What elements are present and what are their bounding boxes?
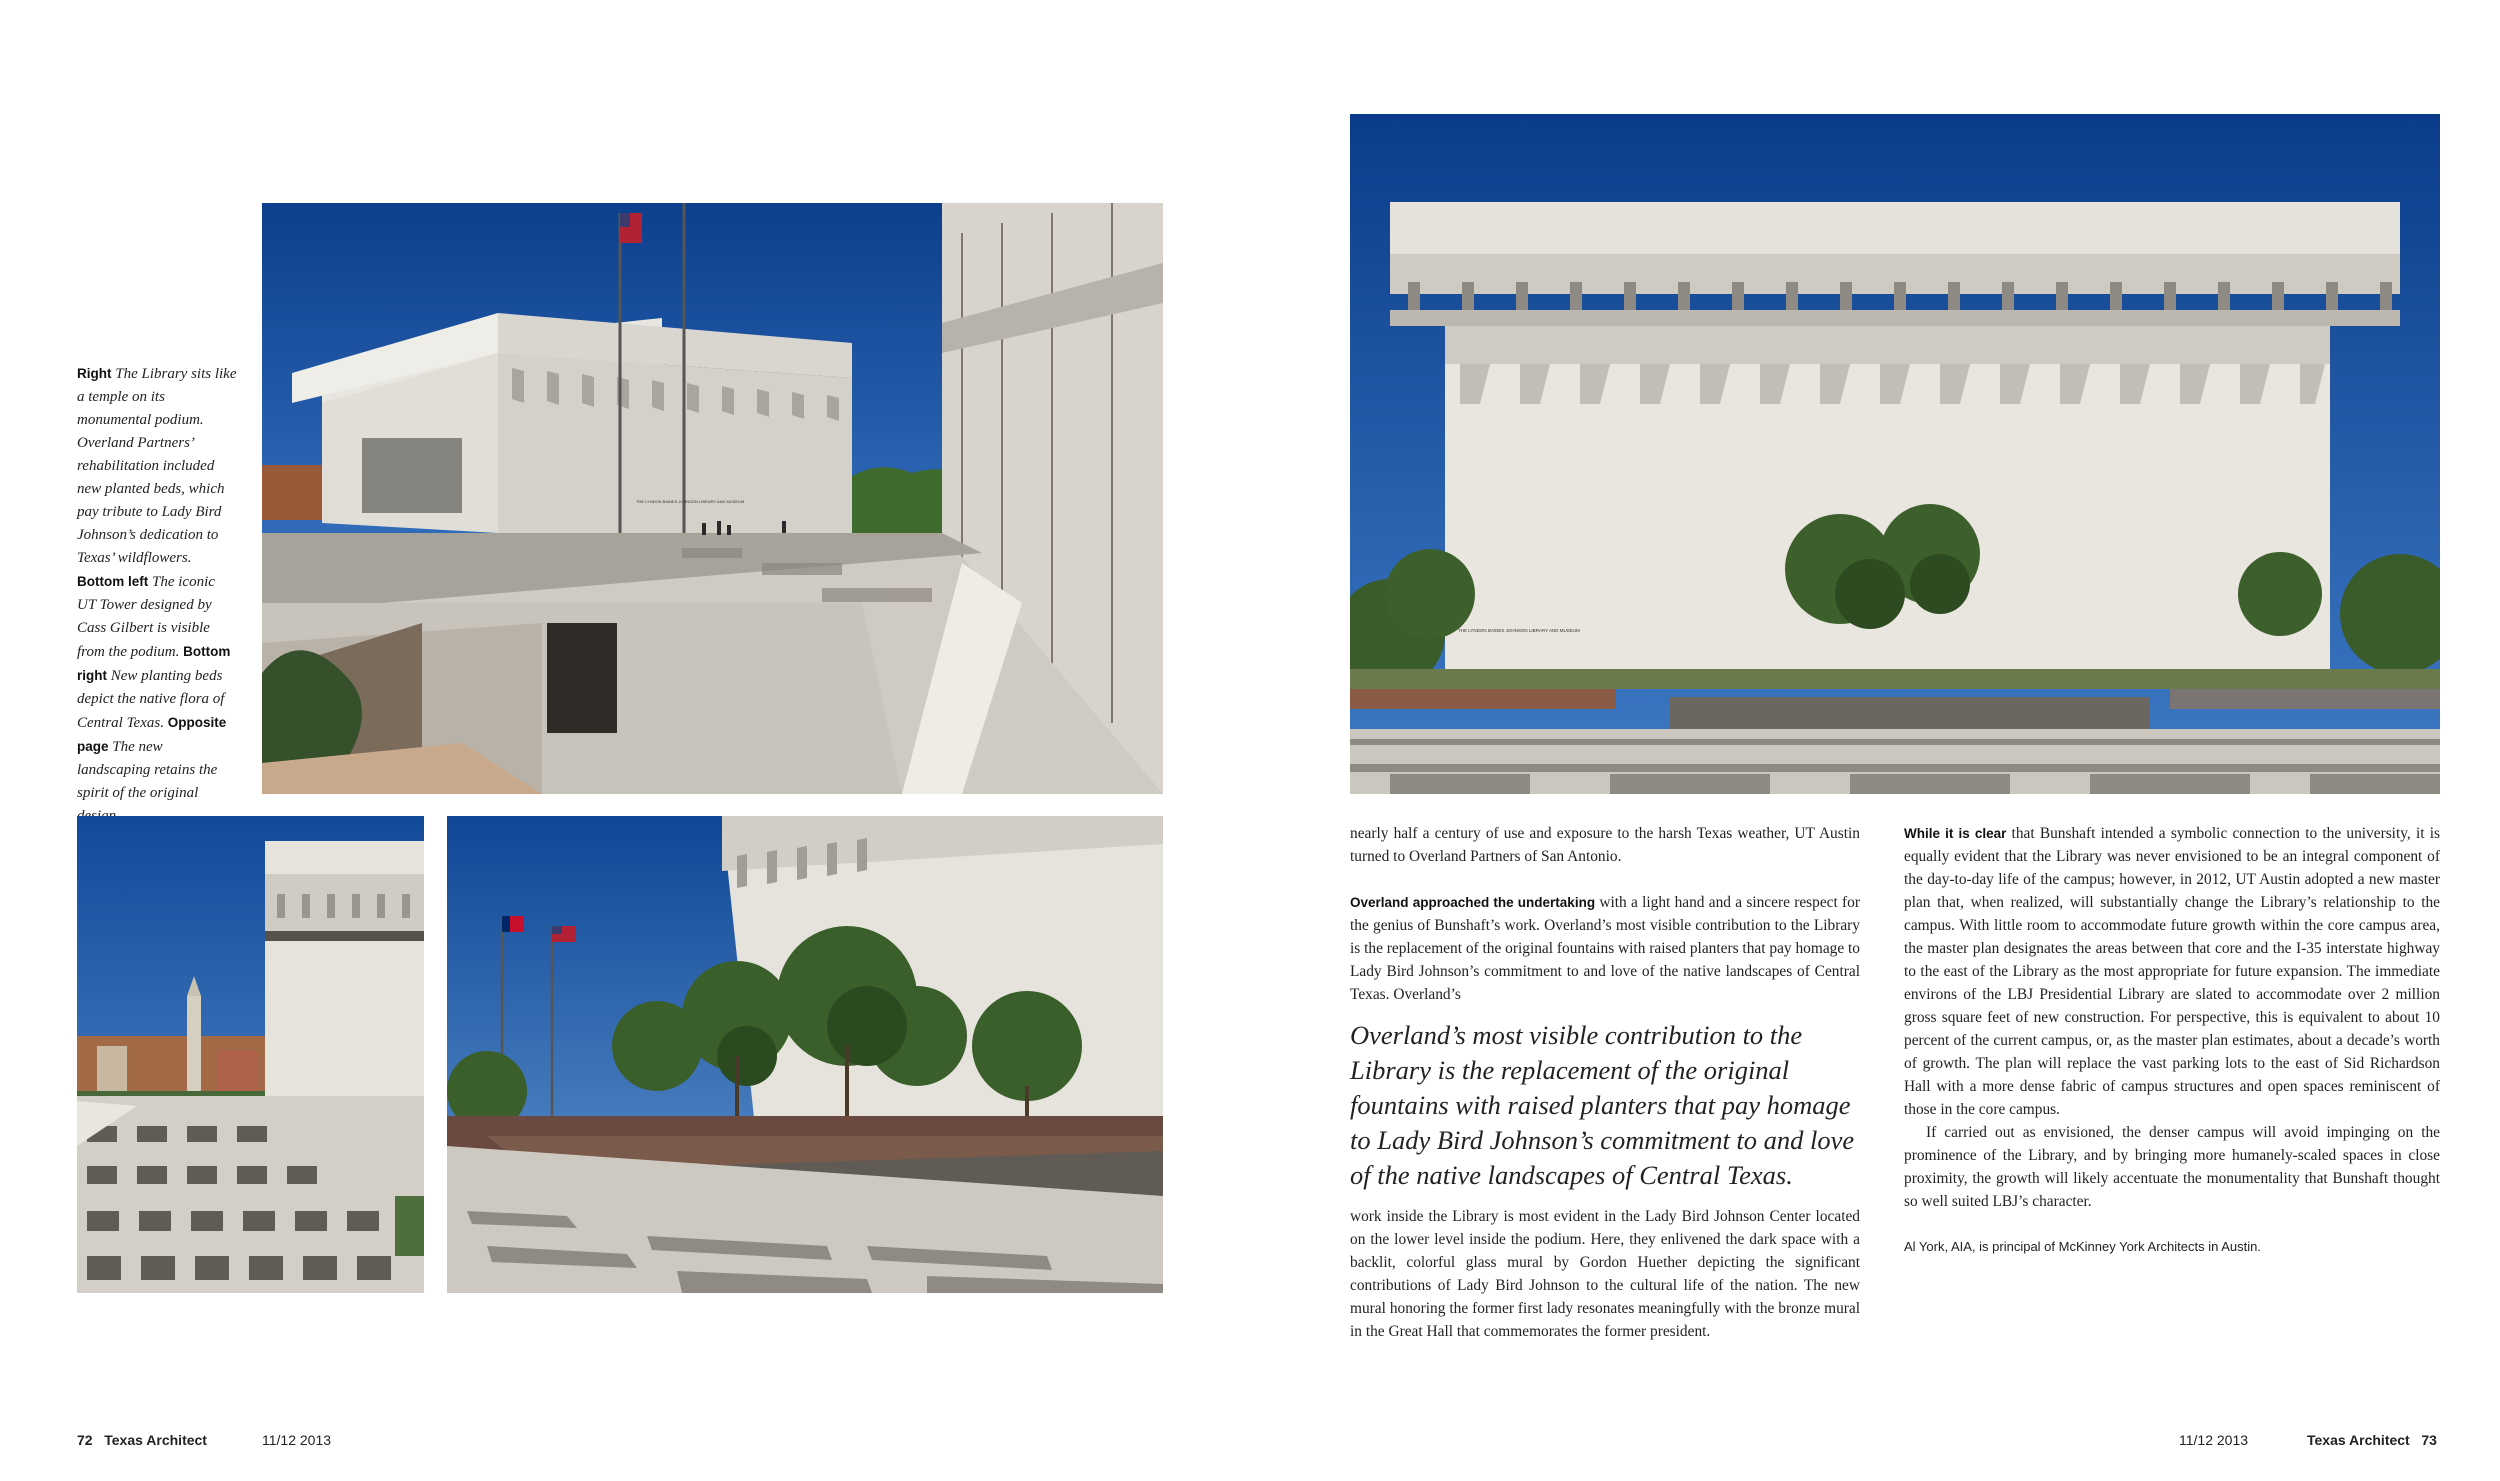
caption-text-bottom-left: The iconic UT Tower designed by Cass Gilbert is visible from the podium.: [77, 574, 215, 660]
photo-library-facade: [1350, 114, 2440, 794]
col2-lead-in: While it is clear: [1904, 826, 2007, 841]
pull-quote: Overland’s most visible contribution to the Library is the replacement of the original fountains with raised planters that pay homage to Lady Bird Johnson’s commitment to and love of the native landscapes of Central Texas.: [1350, 1020, 1855, 1190]
col1-paragraph-1: nearly half a century of use and exposure to the harsh Texas weather, UT Austin turned to Overland Partners of San Antonio.: [1350, 825, 1860, 865]
col1-paragraph-2-text: with a light hand and a sincere respect for the genius of Bunshaft’s work. Overland’s most visible contribution to the Library is the replacement of the original fountains with raised planters that pay homage to Lady Bird Johnson’s commitment to and love of the native landscapes of Central Texas. Overland’s: [1350, 894, 1860, 1003]
article-column-1: [1350, 822, 1860, 1343]
col2-paragraph-1-text: that Bunshaft intended a symbolic connection to the university, it is equally evident that the Library was never envisioned to be an integral component of the day-to-day life of the campus; however, in 2012, UT Austin adopted a new master plan that, when realized, will substantially change the Library’s relationship to the campus. With little room to accommodate future growth within the core campus area, the master plan designates the areas between that core and the I-35 interstate highway to the east of the Library as the most appropriate for future expansion. The immediate environs of the LBJ Presidential Library are slated to accommodate over 2 million gross square feet of new construction. For perspective, this is equivalent to about 10 percent of the current campus, or, as the master plan estimates, about a decade’s worth of growth. The plan will replace the vast parking lots to the east of Sid Richardson Hall with a more dense fabric of campus structures and open spaces reminiscent of those in the core campus.: [1904, 825, 2440, 1118]
caption-text-opposite: The new landscaping retains the spirit of the original: [77, 739, 218, 801]
photo-planting-beds: [447, 816, 1163, 1293]
podium-building-sign: THE LYNDON BAINES JOHNSON LIBRARY AND MUSEUM: [636, 499, 745, 504]
facade-building-sign: THE LYNDON BAINES JOHNSON LIBRARY AND MUSEUM: [1458, 628, 1580, 633]
photo-ut-tower: [77, 816, 424, 1293]
footer-right-page-number: 73: [2421, 1432, 2437, 1448]
footer-left-magazine: Texas Architect: [104, 1432, 207, 1448]
photo-caption: [77, 362, 237, 828]
footer-right-date: 11/12 2013: [2179, 1432, 2249, 1448]
col1-lead-in: Overland approached the undertaking: [1350, 895, 1596, 910]
caption-text-bottom-right: New planting beds depict the native flora of Central Texas.: [77, 668, 225, 731]
caption-label-bottom-left: Bottom left: [77, 574, 149, 589]
article-column-2: [1904, 822, 2440, 1258]
col2-paragraph-1: [1904, 822, 2440, 1121]
footer-right-magazine: Texas Architect: [2307, 1432, 2410, 1448]
col1-paragraph-2: [1350, 891, 1860, 1006]
caption-label-bottom-right: Bottom right: [77, 644, 231, 683]
footer-left-page-number: 72: [77, 1432, 93, 1448]
caption-text-right: The Library sits like a temple on its monumental podium. Overland Partners’ rehabilitation included new planted beds, which pay tribute to Lady Bird Johnson’s dedication to Texas’ wildflowers.: [77, 366, 237, 566]
col1-paragraph-3: work inside the Library is most evident in the Lady Bird Johnson Center located on the lower level inside the podium. Here, they enlivened the dark space with a backlit, colorful glass mural by Gordon Huether depicting the significant contributions of Lady Bird Johnson to the cultural life of the nation. The new mural honoring the former first lady resonates meaningfully with the bronze mural in the Great Hall that commemorates the former president.: [1350, 1208, 1860, 1340]
caption-label-right: Right: [77, 366, 112, 381]
footer-right: [2307, 1432, 2437, 1448]
col2-paragraph-2: If carried out as envisioned, the denser campus will avoid impinging on the prominence of the Library, and by bringing more humanely-scaled spaces in close proximity, the growth will likely accentuate the monumentality that Bunshaft thought so well suited LBJ’s character.: [1904, 1124, 2440, 1210]
photo-library-podium: [262, 203, 1163, 794]
caption-label-opposite: Opposite page: [77, 715, 227, 754]
author-credit: Al York, AIA, is principal of McKinney York Architects in Austin.: [1904, 1239, 2261, 1254]
footer-left: [77, 1432, 207, 1448]
footer-left-date: 11/12 2013: [262, 1432, 332, 1448]
